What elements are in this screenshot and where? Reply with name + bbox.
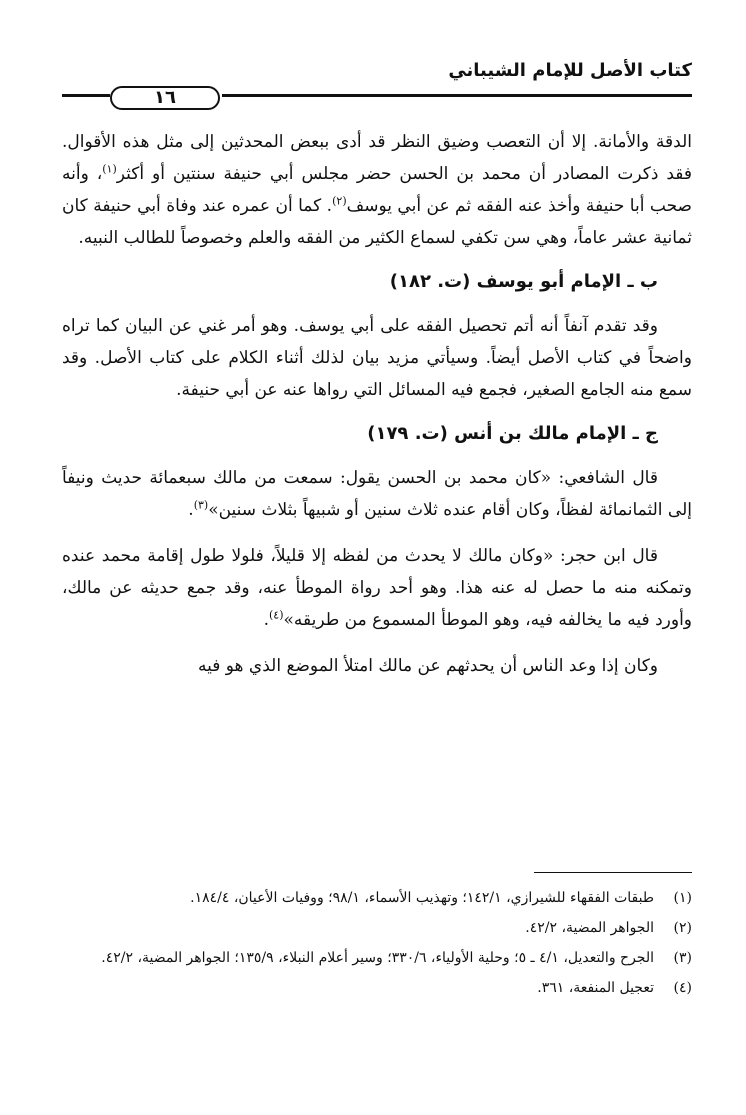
main-text xyxy=(62,126,692,682)
page-header xyxy=(62,52,692,122)
section-heading-abu-yusuf: ب ـ الإمام أبو يوسف (ت. ١٨٢) xyxy=(389,271,658,292)
paragraph-2: وقد تقدم آنفاً أنه أتم تحصيل الفقه على أبي يوسف. وهو أمر غني عن البيان كما تراه واضحاً في كتاب الأصل أيضاً. وسيأتي مزيد بيان لذلك أثناء الكلام على كتاب الأصل. وقد سمع منه الجامع الصغير، فجمع فيه المسائل التي رواها عنه عن أبي حنيفة. xyxy=(62,316,692,400)
footnote-number: (١) xyxy=(673,890,692,906)
paragraph-3-part-2: . xyxy=(188,500,194,520)
footnote-ref-4: (٤) xyxy=(269,608,284,622)
paragraph-1-part-1: الدقة والأمانة. إلا أن التعصب وضيق النظر قد أدى ببعض المحدثين إلى مثل هذه الأقوال. فقد ذكرت المصادر أن محمد بن الحسن حضر مجلس أبي حنيفة سنتين أو أكثر xyxy=(62,132,692,184)
paragraph-1 xyxy=(62,126,692,254)
paragraph-gap xyxy=(62,526,692,540)
footnote-ref-1: (١) xyxy=(102,162,117,176)
footnote-item xyxy=(62,916,692,941)
footnote-number: (٤) xyxy=(673,980,692,996)
footnote-text: طبقات الفقهاء للشيرازي، ١٤٢/١؛ وتهذيب الأسماء، ٩٨/١؛ ووفيات الأعيان، ١٨٤/٤. xyxy=(190,890,654,906)
footnote-number: (٣) xyxy=(673,950,692,966)
paragraph-gap xyxy=(62,636,692,650)
paragraph-1-part-3: . كما أن عمره عند وفاة أبي حنيفة كان ثمانية عشر عاماً، وهي سن تكفي لسماع الكثير من الفقه والعلم وخصوصاً للطالب النبيه. xyxy=(62,196,692,248)
running-title: كتاب الأصل للإمام الشيباني xyxy=(448,60,692,81)
paragraph-4-part-2: . xyxy=(263,610,269,630)
footnote-ref-2: (٢) xyxy=(332,194,347,208)
paragraph-4-part-1: قال ابن حجر: «وكان مالك لا يحدث من لفظه إلا قليلاً، فلولا طول إقامة محمد عنده وتمكنه منه ما حصل له عنه هذا. وهو أحد رواة الموطأ عنه، وقد جمع حديثه عن مالك، وأورد فيه ما يخالفه فيه، وهو الموطأ المسموع من طريقه» xyxy=(62,546,692,630)
page-number: ١٦ xyxy=(110,86,220,110)
section-heading-malik: ج ـ الإمام مالك بن أنس (ت. ١٧٩) xyxy=(367,423,658,444)
footnote-ref-3: (٣) xyxy=(193,498,209,512)
footnote-item xyxy=(62,946,692,971)
paragraph-3 xyxy=(62,462,692,526)
footnote-item xyxy=(62,886,692,911)
paragraph-4 xyxy=(62,540,692,636)
footnote-text: الجرح والتعديل، ٤/١ ـ ٥؛ وحلية الأولياء، ٣٣٠/٦؛ وسير أعلام النبلاء، ١٣٥/٩؛ الجواهر المضية، ٤٢/٢. xyxy=(101,950,654,966)
paragraph-1-part-2: ، وأنه صحب أبا حنيفة وأخذ عنه الفقه ثم عن أبي يوسف xyxy=(62,164,692,216)
footnote-list xyxy=(62,886,692,1006)
paragraph-5: وكان إذا وعد الناس أن يحدثهم عن مالك امتلأ الموضع الذي هو فيه xyxy=(197,656,658,676)
paragraph-3-part-1: قال الشافعي: «كان محمد بن الحسن يقول: سمعت من مالك سبعمائة حديث ونيفاً إلى الثمانمائة لفظاً، وكان أقام عنده ثلاث سنين أو شبيهاً بثلاث سنين» xyxy=(62,468,692,520)
footnote-separator xyxy=(534,872,692,873)
page-number-frame xyxy=(110,86,222,108)
footnote-number: (٢) xyxy=(673,920,692,936)
footnote-item xyxy=(62,976,692,1001)
footnote-text: تعجيل المنفعة، ٣٦١. xyxy=(537,980,654,996)
footnote-text: الجواهر المضية، ٤٢/٢. xyxy=(525,920,654,936)
